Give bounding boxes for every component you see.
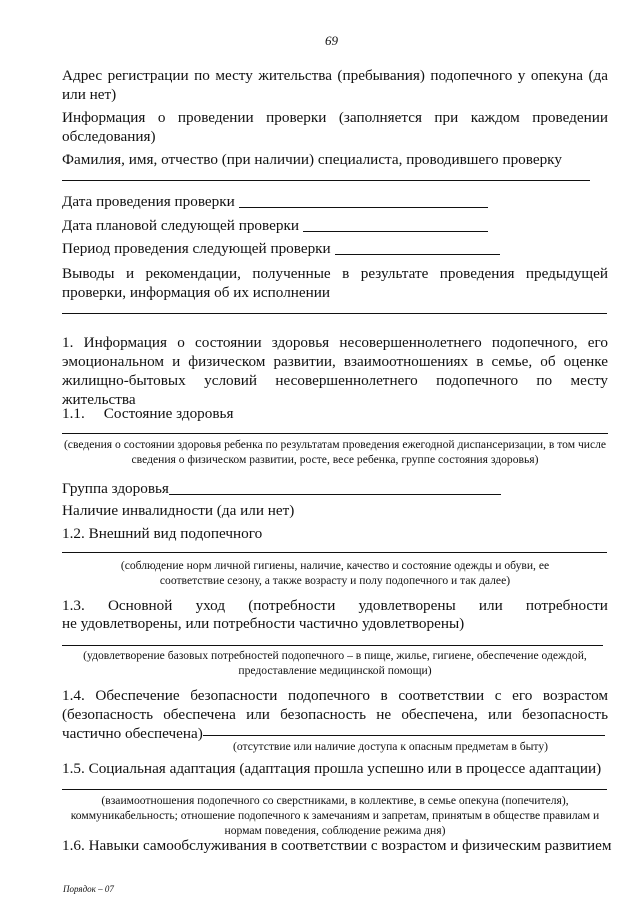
care-word: уход [195,597,226,614]
safety-note: (отсутствие или наличие доступа к опасным предметам в быту) [233,740,549,753]
health-label: 1.1. Состояние здоровья [62,405,234,422]
footer-label: Порядок – 07 [63,884,114,894]
specialist-line: Фамилия, имя, отчество (при наличии) специалиста, проводившего проверку [62,151,562,168]
appearance-fill-line [62,552,607,553]
care-second-line: не удовлетворены, или потребности частично удовлетворены) [62,615,465,632]
social-label: 1.5. Социальная адаптация (адаптация прошла успешно или в процессе адаптации) [62,760,602,777]
specialist-fill-line [62,180,590,181]
care-word: Основной [107,597,173,614]
appearance-label: 1.2. Внешний вид подопечного [62,525,263,542]
check-date-row [62,192,488,211]
care-fill-line [62,645,603,646]
next-check-period-field[interactable] [335,254,500,255]
next-check-date-row [62,216,488,235]
check-date-label: Дата проведения проверки [62,193,235,210]
next-check-period-label: Период проведения следующей проверки [62,240,331,257]
next-check-date-field[interactable] [303,231,488,232]
selfcare-label: 1.6. Навыки самообслуживания в соответствии с возрастом и физическим развитием [62,837,612,854]
care-word: 1.3. [62,597,85,614]
check-date-field[interactable] [239,207,488,208]
appearance-note: (соблюдение норм личной гигиены, наличие, качество и состояние одежды и обуви, ее соответствие сезону, а также возрасту и полу подопечного и так далее) [120,559,550,587]
care-word: удовлетворены [358,597,456,614]
conclusions-line: Выводы и рекомендации, полученные в результате проведения предыдущей проверки, информация об их исполнении [62,265,608,301]
care-word: или [478,597,503,614]
health-group-row [62,479,501,498]
check-info-line: Информация о проведении проверки (заполняется при каждом проведении обследования) [62,109,608,145]
section1-title: 1. Информация о состоянии здоровья несовершеннолетнего подопечного, его эмоциональном и физическом развитии, взаимоотношениях в семье, об оценке жилищно-бытовых условий несовершеннолетнего подопечного по месту жительства [62,334,608,408]
care-word: потребности [525,597,608,614]
address-line: Адрес регистрации по месту жительства (пребывания) подопечного у опекуна (да или нет) [62,67,608,103]
social-note: (взаимоотношения подопечного со сверстниками, в коллективе, в семье опекуна (попечителя), коммуникабельность; отношение подопечного к замечаниям и запретам, принятым в обществе правилам и нормам поведения, соблюдение режима дня) [70,794,600,837]
care-note: (удовлетворение базовых потребностей подопечного – в пище, жилье, гигиене, обеспечение одеждой, предоставление медицинской помощи) [83,649,587,677]
conclusions-fill-line [62,313,607,314]
disability-line: Наличие инвалидности (да или нет) [62,502,295,519]
health-fill-line [62,433,608,434]
health-note: (сведения о состоянии здоровья ребенка по результатам проведения ежегодной диспансеризации, в том числе сведения о физическом развитии, росте, весе ребенка, группе состояния здоровья) [63,438,607,466]
social-fill-line [62,789,607,790]
care-first-line [62,596,608,615]
safety-fill-line [203,735,605,736]
next-check-date-label: Дата плановой следующей проверки [62,217,299,234]
next-check-period-row [62,239,500,258]
health-group-label: Группа здоровья [62,480,169,497]
health-group-field[interactable] [169,494,501,495]
safety-label: 1.4. Обеспечение безопасности подопечного в соответствии с его возрастом (безопасность обеспечена или безопасность не обеспечена, или безопасность частично обеспечена) [62,687,608,742]
page-number: 69 [325,33,338,48]
care-word: (потребности [248,597,336,614]
